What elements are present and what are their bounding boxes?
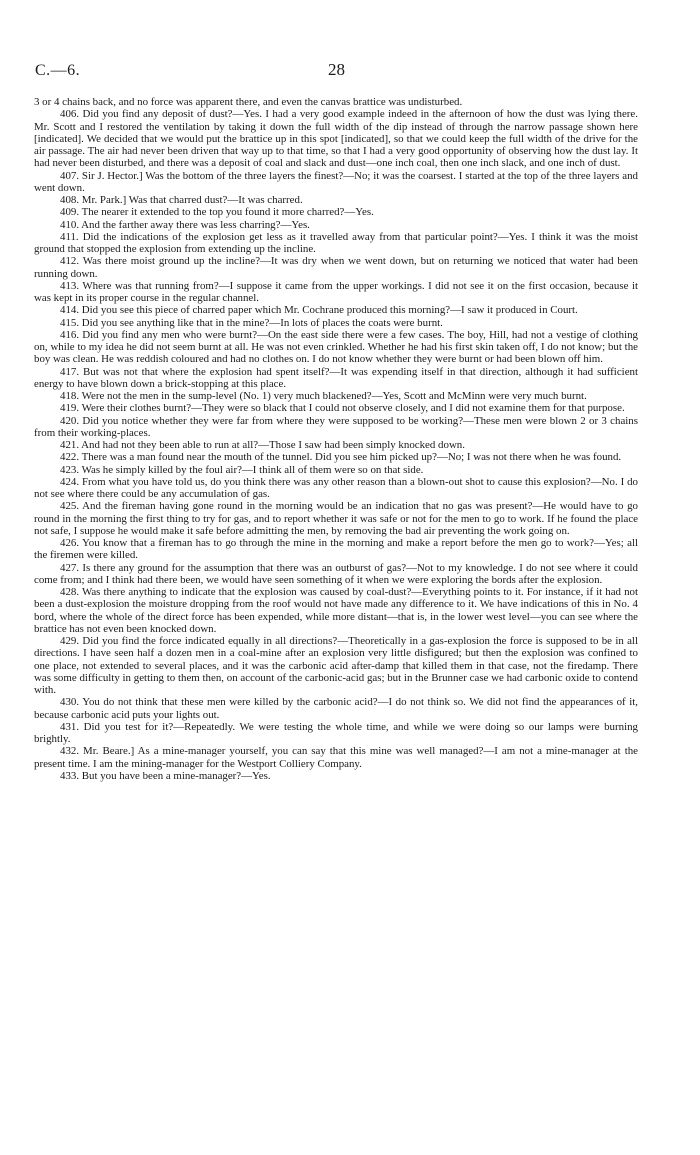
paragraph-431: 431. Did you test for it?—Repeatedly. We were testing the whole time, and while we were doing so our lamps were burning brightly.	[34, 720, 638, 745]
paragraph-408: 408. Mr. Park.] Was that charred dust?—It was charred.	[60, 194, 303, 206]
paragraph-415: 415. Did you see anything like that in the mine?—In lots of places the coats were burnt.	[60, 316, 443, 329]
paragraph-425: 425. And the fireman having gone round in the morning would be an indication that no gas was present?—He would have to go round in the morning the first thing to try for gas, and to report whether it was safe or not for the men to go to work. If he found the place not safe, I suppose he would make it safe before admitting the men, by removing the bad air preventing the work going on.	[34, 500, 638, 537]
page-number: 28	[328, 60, 345, 79]
paragraph-429: 429. Did you find the force indicated equally in all directions?—Theoretically in a gas-explosion the force is supposed to be in all directions. I have seen half a dozen men in a coal-mine after an explosion very little disfigured; but then the explosion was confined to one place, not extended to several places, and it was the carbonic acid after-damp that killed them in that case, not the firedamp. There was some difficulty in getting to them then, on account of the carbonic-acid gas; but in the Brunner case we had carbonic oxide to contend with.	[34, 635, 638, 696]
paragraph-421: 421. And had not they been able to run at all?—Those I saw had been simply knocked down.	[60, 439, 465, 451]
section-reference: C.—6.	[35, 62, 81, 79]
paragraph-424: 424. From what you have told us, do you think there was any other reason than a blown-out shot to cause this explosion?—No. I do not see where there could be any accumulation of gas.	[34, 475, 638, 500]
paragraph-428: 428. Was there anything to indicate that the explosion was caused by coal-dust?—Everything points to it. For instance, if it had not been a dust-explosion the moisture dropping from the roof would not have made any difference to it. We have indications of this in No. 4 bord, where the whole of the direct force has been expended, while more distant—that is, in the lower west level—you can see where the brattice has not even been knocked down.	[34, 586, 638, 635]
paragraph-407: 407. Sir J. Hector.] Was the bottom of the three layers the finest?—No; it was the coarsest. I started at the top of the three layers and went down.	[34, 169, 638, 194]
paragraph-413: 413. Where was that running from?—I suppose it came from the upper workings. I did not see it on the first occasion, because it was kept in its proper course in the regular channel.	[34, 279, 638, 304]
paragraph-414: 414. Did you see this piece of charred paper which Mr. Cochrane produced this morning?—I saw it produced in Court.	[60, 304, 578, 317]
paragraph-418: 418. Were not the men in the sump-level (No. 1) very much blackened?—Yes, Scott and McMinn were very much burnt.	[60, 390, 587, 402]
paragraph-420: 420. Did you notice whether they were far from where they were supposed to be working?—These men were blown 2 or 3 chains from their working-places.	[34, 414, 638, 439]
paragraph-430: 430. You do not think that these men were killed by the carbonic acid?—I do not think so. We did not find the appearances of it, because carbonic acid puts your lights out.	[34, 696, 638, 721]
paragraph-422: 422. There was a man found near the mouth of the tunnel. Did you see him picked up?—No; I was not there when he was found.	[60, 451, 622, 464]
paragraph-409: 409. The nearer it extended to the top you found it more charred?—Yes.	[60, 206, 374, 219]
paragraph-416: 416. Did you find any men who were burnt?—On the east side there were a few cases. The boy, Hill, had not a vestige of clothing on, while to my idea he did not seem burnt at all. He was not even crinkled. Whether he had his first skin taken off, I do not know; but the boy was clean. He was reddish coloured and had no clothes on. I do not know whether they were burnt or had been blown off him.	[34, 328, 638, 366]
paragraph-433: 433. But you have been a mine-manager?—Yes.	[60, 769, 271, 782]
paragraph-411: 411. Did the indications of the explosion get less as it travelled away from that particular point?—Yes. I think it was the moist ground that stopped the explosion from extending up the incline.	[34, 230, 638, 255]
testimony-body	[34, 96, 638, 782]
paragraph-423: 423. Was he simply killed by the foul air?—I think all of them were so on that side.	[60, 463, 424, 476]
paragraph-406: 406. Did you find any deposit of dust?—Yes. I had a very good example indeed in the afternoon of how the dust was lying there. Mr. Scott and I restored the ventilation by taking it down the full width of the dip instead of through the narrow passage shown here [indicated]. We decided that we would put the brattice up in this spot [indicated], so that we could keep the full width of the drive for the air passage. The air had never been driven that way up to that time, so that I had a very good opportunity of observing how the dust lay. It had never been disturbed, and there was a deposit of coal and slack and dust—one inch coal, then one inch slack, and one inch of dust.	[34, 108, 638, 170]
paragraph-426: 426. You know that a fireman has to go through the mine in the morning and make a report before the men go to work?—Yes; all the firemen were killed.	[34, 537, 638, 562]
paragraph-417: 417. But was not that where the explosion had spent itself?—It was expending itself in that direction, although it had sufficient energy to have blown down a brick-stopping at this place.	[34, 365, 638, 390]
paragraph-412: 412. Was there moist ground up the incline?—It was dry when we went down, but on returning we noticed that water had been running down.	[34, 255, 638, 280]
paragraph-432: 432. Mr. Beare.] As a mine-manager yourself, you can say that this mine was well managed?—I am not a mine-manager at the present time. I am the mining-manager for the Westport Colliery Company.	[34, 745, 638, 770]
paragraph-410: 410. And the farther away there was less charring?—Yes.	[60, 218, 310, 231]
paragraph-419: 419. Were their clothes burnt?—They were so black that I could not observe closely, and I did not examine them for that purpose.	[60, 402, 625, 415]
paragraph-427: 427. Is there any ground for the assumption that there was an outburst of gas?—Not to my knowledge. I do not see where it could come from; and I think had there been, we would have seen something of it when we were exploring the bords after the explosion.	[34, 561, 638, 586]
paragraph-continuation: 3 or 4 chains back, and no force was apparent there, and even the canvas brattice was undisturbed.	[34, 96, 463, 108]
